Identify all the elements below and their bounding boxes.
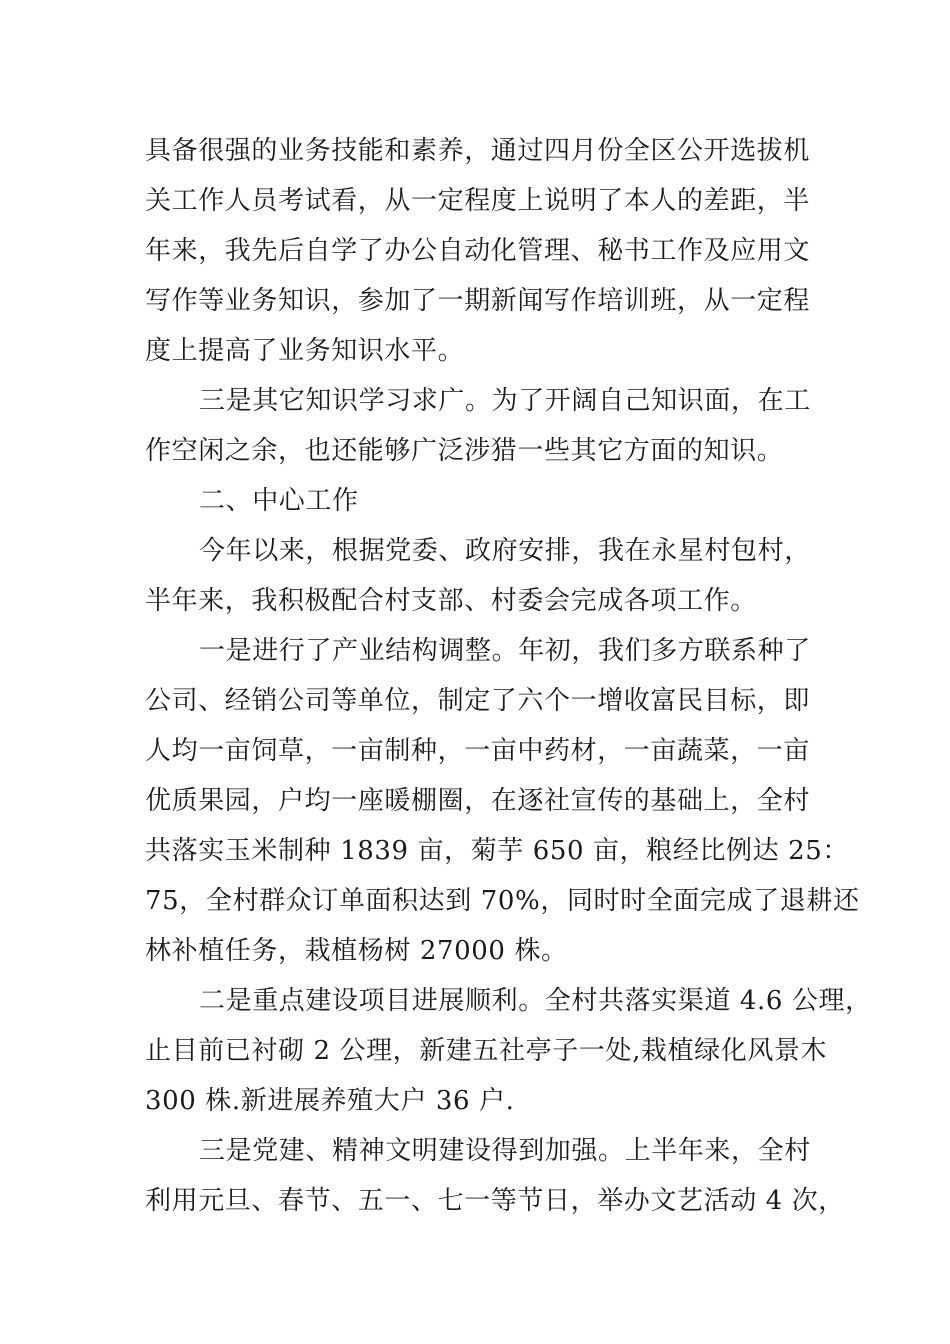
text-line: 二、中心工作 <box>199 486 359 516</box>
text-line: 共落实玉米制种 1839 亩，菊芋 650 亩，粮经比例达 25： <box>145 836 850 866</box>
document-body <box>145 126 872 1226</box>
text-line: 止目前已衬砌 2 公理，新建五社亭子一处,栽植绿化风景木 <box>145 1036 828 1066</box>
text-line: 人均一亩饲草，一亩制种，一亩中药材，一亩蔬菜，一亩 <box>145 736 811 766</box>
text-line: 今年以来，根据党委、政府安排，我在永星村包村， <box>199 536 811 566</box>
text-line: 一是进行了产业结构调整。年初，我们多方联系种了 <box>199 636 811 666</box>
text-line: 300 株.新进展养殖大户 36 户. <box>145 1086 515 1116</box>
text-line: 三是其它知识学习求广。为了开阔自己知识面，在工 <box>199 386 811 416</box>
text-line: 优质果园，户均一座暖棚圈，在逐社宣传的基础上，全村 <box>145 786 811 816</box>
text-line: 年来，我先后自学了办公自动化管理、秘书工作及应用文 <box>145 236 811 266</box>
text-line: 写作等业务知识，参加了一期新闻写作培训班，从一定程 <box>145 286 811 316</box>
text-line: 利用元旦、春节、五一、七一等节日，举办文艺活动 4 次， <box>145 1186 845 1216</box>
text-line: 公司、经销公司等单位，制定了六个一增收富民目标，即 <box>145 686 811 716</box>
text-line: 半年来，我积极配合村支部、村委会完成各项工作。 <box>145 586 757 616</box>
text-line: 二是重点建设项目进展顺利。全村共落实渠道 4.6 公理， <box>199 986 872 1016</box>
text-line: 具备很强的业务技能和素养，通过四月份全区公开选拔机 <box>145 136 811 166</box>
text-line: 三是党建、精神文明建设得到加强。上半年来，全村 <box>199 1136 811 1166</box>
text-line: 林补植任务，栽植杨树 27000 株。 <box>145 936 568 966</box>
text-line: 75，全村群众订单面积达到 70%，同时时全面完成了退耕还 <box>145 886 860 916</box>
text-line: 关工作人员考试看，从一定程度上说明了本人的差距，半 <box>145 186 811 216</box>
text-line: 度上提高了业务知识水平。 <box>145 336 465 366</box>
text-line: 作空闲之余，也还能够广泛涉猎一些其它方面的知识。 <box>145 436 784 466</box>
